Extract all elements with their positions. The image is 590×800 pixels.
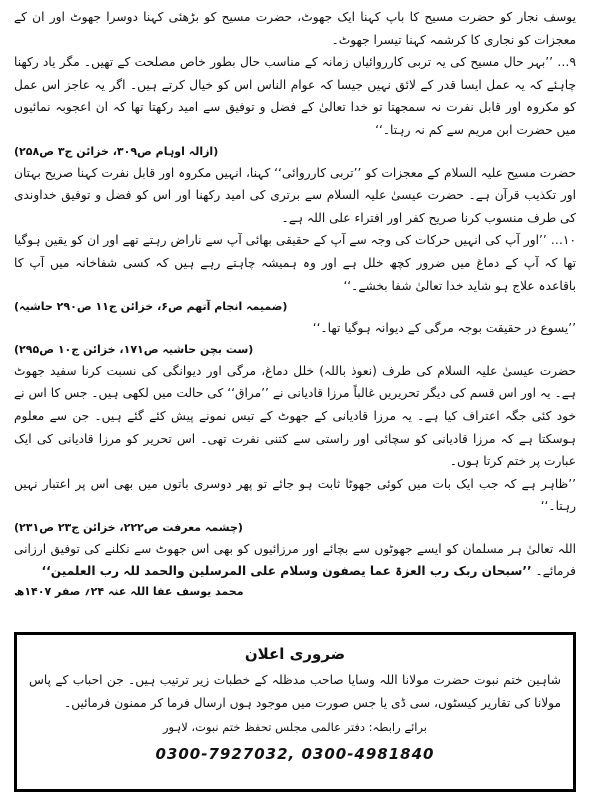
article-body [14, 6, 576, 601]
citation-text: (ضمیمہ انجام آتھم ص۶، خزائن ج۱۱ ص۲۹۰ حاشیہ) [14, 300, 288, 314]
notice-box [14, 632, 576, 792]
closing-prayer: اللہ تعالیٰ ہر مسلمان کو ایسے جھوٹوں سے بچائے اور مرزائیوں کو بھی اس جھوٹ سے نکلنے کی توفیق ارزانی فرمائے۔ [14, 541, 576, 579]
paragraph: ۱۰… ’’اور آپ کی انہیں حرکات کی وجہ سے آپ کے حقیقی بھائی آپ سے ناراض رہتے تھے اور ان کو یقین ہوگیا تھا کہ آپ کے دماغ میں ضرور کچھ خلل ہے اور وہ ہمیشہ چاہتے رہے ہیں کہ کسی شفاخانہ میں آپ کا باقاعدہ علاج ہو شاید خدا تعالیٰ شفا بخشے۔‘‘ [14, 233, 576, 293]
citation-text: (ست بچن حاشیہ ص۱۷۱، خزائن ج۱۰ ص۲۹۵) [14, 342, 254, 356]
paragraph: حضرت مسیح علیہ السلام کے معجزات کو ’’تربی کارروائی‘‘ کہنا، انہیں مکروہ اور قابل نفرت کہنا صریح بہتان اور تکذیب قرآن ہے۔ حضرت عیسیٰ علیہ السلام سے برتری کی امید رکھنا اور اس کو فضل و توفیق خداوندی کی طرف منسوب کرنا صریح کفر اور افتراء علی اللہ ہے۔ [14, 165, 576, 225]
arabic-verse: ’’سبحان ربک رب العزۃ عما یصفون وسلام علی المرسلین والحمد للہ رب العلمین‘‘ [41, 564, 532, 579]
citation-text: (ازالہ اوہام ص۳۰۹، خزائن ج۳ ص۲۵۸) [14, 144, 219, 158]
notice-contact: برائے رابطہ: دفتر عالمی مجلس تحفظ ختم نبوت، لاہور [162, 720, 428, 734]
paragraph: ’’یسوع در حقیقت بوجہ مرگی کے دیوانہ ہوگیا تھا۔‘‘ [312, 321, 576, 336]
phone-numbers: 0300-7927032, 0300-4981840 [155, 745, 435, 763]
citation-text: (چشمہ معرفت ص۲۲۲، خزائن ج۲۳ ص۲۳۱) [14, 520, 243, 534]
notice-title: ضروری اعلان [244, 645, 346, 663]
citation [14, 297, 576, 317]
paragraph: حضرت عیسیٰ علیہ السلام کی طرف (نعوذ باللہ) خلل دماغ، مرگی اور دیوانگی کی نسبت کرنا سفید جھوٹ ہے۔ یہ اور اس قسم کی دیگر تحریریں غالباً مرزا قادیانی نے ’’مراق‘‘ کی حالت میں لکھی ہیں۔ جس کا اس نے خود کئی جگہ اعتراف کیا ہے۔ یہ مرزا قادیانی کے جھوٹ کے تیس نمونے پیش کئے گئے ہیں۔ جن سے معلوم ہوسکتا ہے کہ مرزا قادیانی کو سچائی اور راستی سے کتنی نفرت تھی۔ اس تحریر کو مرزا قادیانی کی ایک عبارت پر ختم کرتا ہوں۔ [14, 363, 576, 469]
paragraph: یوسف نجار کو حضرت مسیح کا باپ کہنا ایک جھوٹ، حضرت مسیح کو بڑھئی کہنا دوسرا جھوٹ اور ان کے معجزات کو نجاری کا کرشمہ کہنا تیسرا جھوٹ۔ [14, 10, 576, 47]
citation [14, 340, 576, 360]
notice-body: شاہین ختم نبوت حضرت مولانا اللہ وسایا صاحب مدظلہ کے خطبات زیر ترتیب ہیں۔ جن احباب کے پاس مولانا کی تقاریر کیسٹوں، سی ڈی یا جس صورت میں موجود ہوں ارسال فرما کر ممنون فرمائیں۔ [29, 673, 561, 710]
citation [14, 142, 576, 162]
paragraph: ’’ظاہر ہے کہ جب ایک بات میں کوئی جھوٹا ثابت ہو جائے تو پھر دوسری باتوں میں بھی اس پر اعتبار نہیں رہتا۔‘‘ [14, 476, 576, 514]
closing-paragraph [14, 538, 576, 583]
author-signature: محمد یوسف عفا اللہ عنہ ۲۴؍ صفر ۱۴۰۷ھ [14, 585, 244, 599]
paragraph: ۹… ’’بہر حال مسیح کی یہ تربی کارروائیاں زمانہ کے مناسب حال بطور خاص مصلحت کے تھیں۔ مگر یاد رکھنا چاہئے کہ یہ عمل ایسا قدر کے لائق نہیں جیسا کہ عوام الناس اس کو خیال کرتے ہیں۔ اگر یہ عاجز اس عمل کو مکروہ اور قابل نفرت نہ سمجھتا تو خدا تعالیٰ کے فضل و توفیق سے امید رکھتا تھا کہ ان اعجوبہ نمائیوں میں حضرت ابن مریم سے کم نہ رہتا۔‘‘ [14, 55, 576, 137]
citation [14, 518, 576, 538]
